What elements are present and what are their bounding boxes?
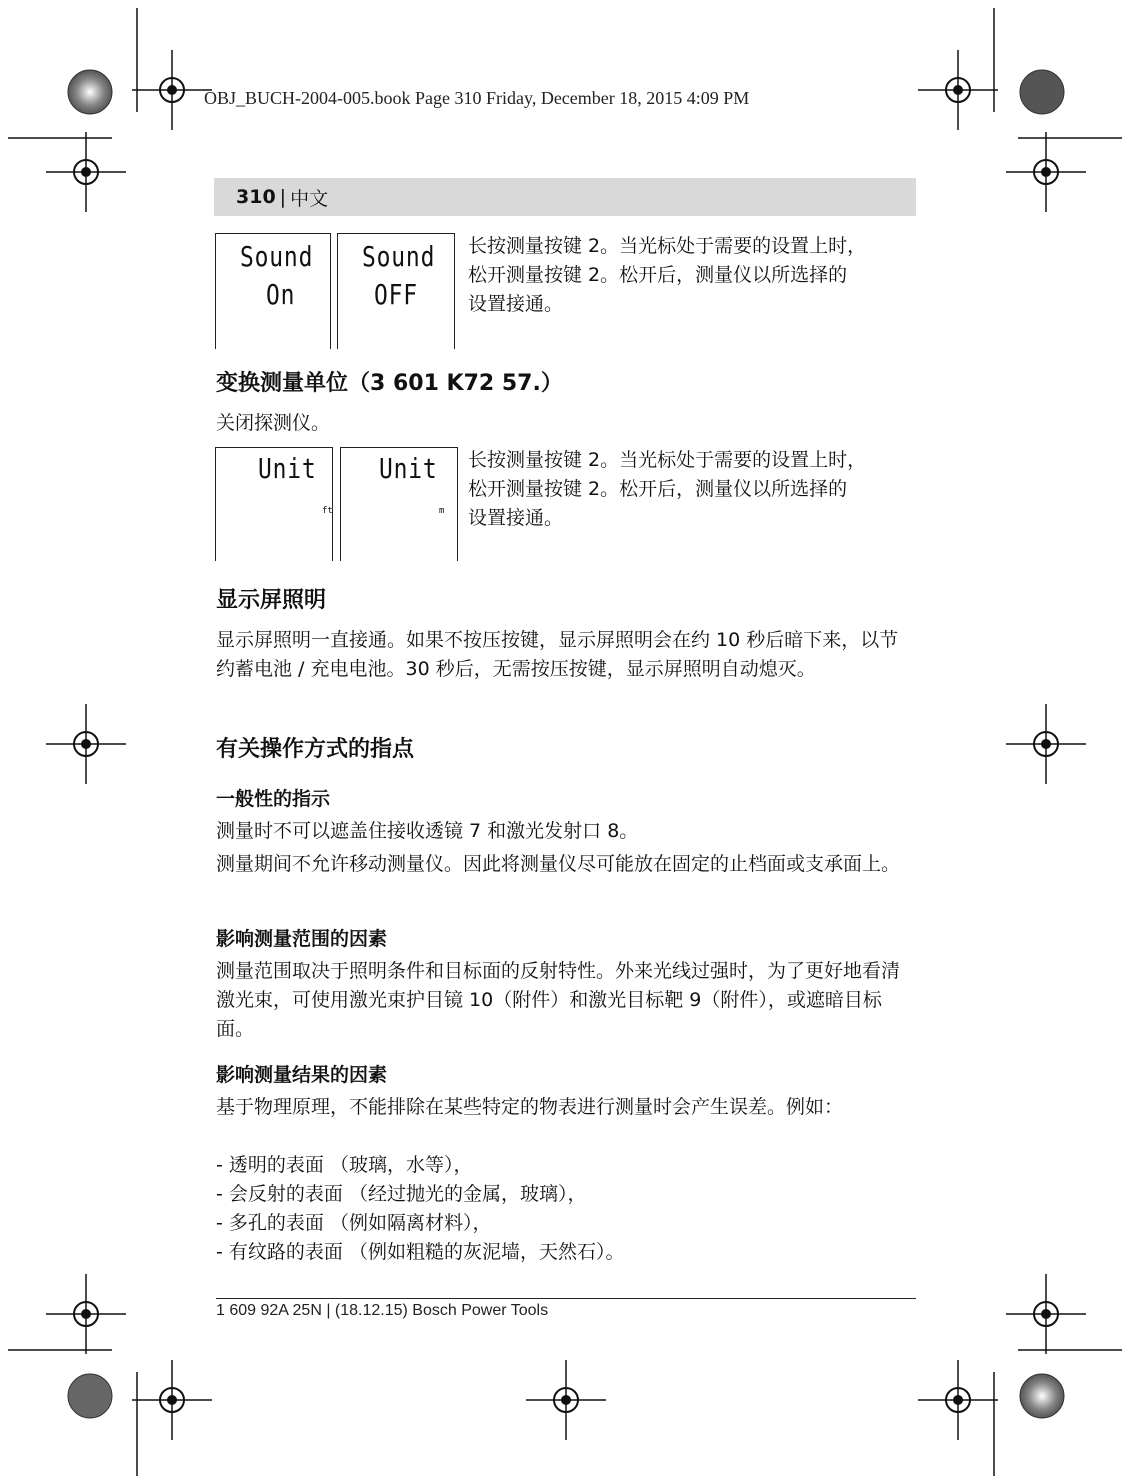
print-slug-line: OBJ_BUCH-2004-005.book Page 310 Friday, December 18, 2015 4:09 PM — [204, 88, 750, 108]
unit-heading: 变换测量单位（3 601 K72 57.） — [216, 371, 563, 396]
lcd-unit-label: ft — [322, 506, 333, 516]
operation-heading: 有关操作方式的指点 — [216, 737, 415, 762]
lcd-unit-ft — [215, 447, 333, 561]
range-body: 测量范围取决于照明条件和目标面的反射特性。外来光线过强时，为了更好地看清激光束，可使用激光束护目镜 10（附件）和激光目标靶 9（附件），或遮暗目标面。 — [216, 960, 901, 1040]
range-subheading: 影响测量范围的因素 — [216, 928, 388, 950]
result-subheading: 影响测量结果的因素 — [216, 1064, 388, 1086]
lcd-sound-on — [215, 233, 331, 349]
display-light-body: 显示屏照明一直接通。如果不按压按键，显示屏照明会在约 10 秒后暗下来，以节约蓄电池 / 充电电池。30 秒后，无需按压按键，显示屏照明自动熄灭。 — [216, 629, 899, 680]
lcd-text-line2: OFF — [374, 278, 418, 311]
lcd-text-line1: Sound — [240, 240, 314, 273]
list-item: - 会反射的表面 （经过抛光的金属，玻璃）， — [216, 1180, 916, 1209]
footer-text: 1 609 92A 25N | (18.12.15) Bosch Power Tools — [216, 1302, 549, 1319]
lcd-sound-off — [337, 233, 455, 349]
sound-instruction: 长按测量按键 2。当光标处于需要的设置上时， 松开测量按键 2。松开后，测量仪以所选择的 设置接通。 — [468, 235, 867, 315]
header-language: 中文 — [290, 187, 329, 210]
list-item: - 透明的表面 （玻璃，水等）， — [216, 1151, 916, 1180]
lcd-unit-m — [340, 447, 458, 561]
lcd-unit-label: m — [439, 506, 445, 516]
page-header — [214, 178, 916, 216]
general-subheading: 一般性的指示 — [216, 788, 331, 810]
lcd-text-line1: Unit — [379, 452, 438, 485]
header-separator: | — [279, 186, 287, 208]
footer-rule — [216, 1298, 916, 1299]
page-number: 310 — [236, 186, 276, 208]
unit-instruction: 长按测量按键 2。当光标处于需要的设置上时， 松开测量按键 2。松开后，测量仪以所选择的 设置接通。 — [468, 449, 867, 529]
general-p2: 测量期间不允许移动测量仪。因此将测量仪尽可能放在固定的止档面或支承面上。 — [216, 853, 901, 875]
result-body: 基于物理原理，不能排除在某些特定的物表进行测量时会产生误差。例如： — [216, 1096, 844, 1118]
list-item: - 多孔的表面 （例如隔离材料）， — [216, 1209, 916, 1238]
general-p1: 测量时不可以遮盖住接收透镜 7 和激光发射口 8。 — [216, 820, 639, 842]
list-item: - 有纹路的表面 （例如粗糙的灰泥墙，天然石）。 — [216, 1238, 916, 1267]
unit-intro: 关闭探测仪。 — [216, 412, 331, 434]
surface-list — [216, 1151, 916, 1267]
lcd-text-line1: Sound — [362, 240, 436, 273]
lcd-text-line1: Unit — [258, 452, 317, 485]
lcd-text-line2: On — [266, 278, 296, 311]
display-light-heading: 显示屏照明 — [216, 588, 327, 613]
